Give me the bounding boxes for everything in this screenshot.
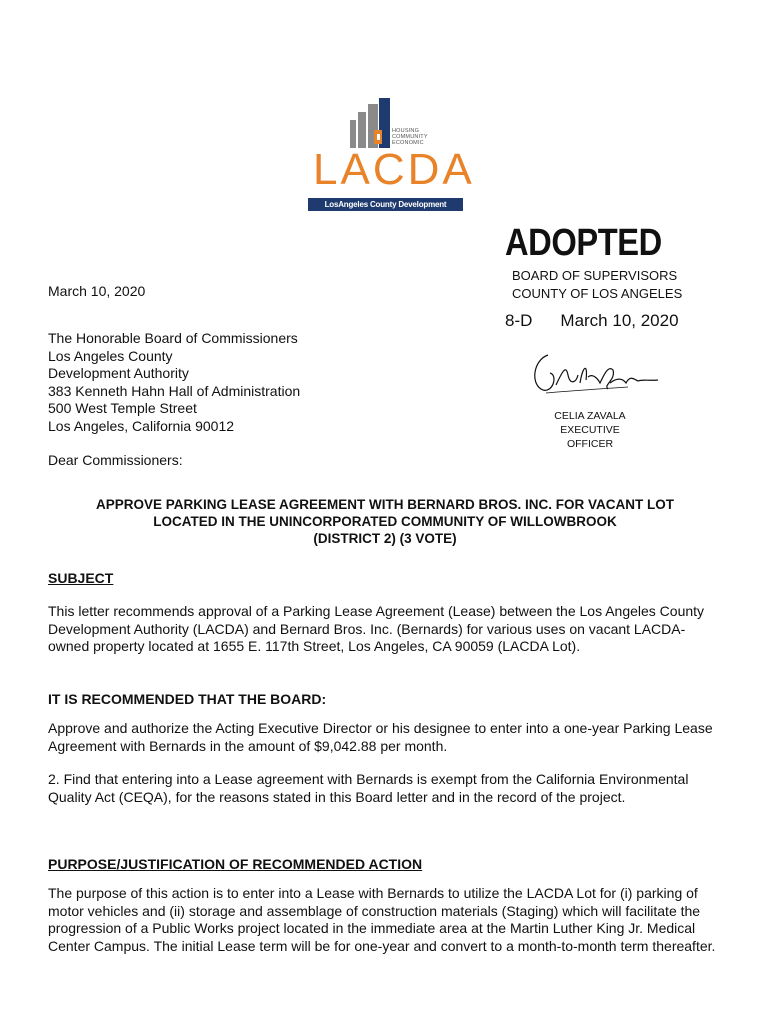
logo-banner: LosAngeles County Development Authority <box>308 198 463 211</box>
item-number: 8-D <box>505 311 533 330</box>
recipient-address: The Honorable Board of Commissioners Los Angeles County Development Authority 383 Kenneth Hahn Hall of Administration 500 West Temple Street Los Angeles, California 90012 <box>48 330 301 434</box>
letter-date: March 10, 2020 <box>48 283 146 299</box>
signature <box>528 345 663 400</box>
board-block: BOARD OF SUPERVISORS COUNTY OF LOS ANGELES <box>512 268 683 301</box>
lacda-logo <box>300 90 475 222</box>
purpose-paragraph: The purpose of this action is to enter into a Lease with Bernards to utilize the LACDA Lot for (i) parking of motor vehicles and (ii) storage and assemblage of construction materials (Staging) which will facilitate the progression of a Public Works project located in the immediate area at the Martin Luther King Jr. Medical Center Campus. The initial Lease term will be for one-year and convert to a month-to-month term thereafter. <box>48 885 716 954</box>
subject-paragraph: This letter recommends approval of a Parking Lease Agreement (Lease) between the Los Angeles County Development Authority (LACDA) and Bernard Bros. Inc. (Bernards) for various uses on vacant LACDA-owned property located at 1655 E. 117th Street, Los Angeles, CA 90059 (LACDA Lot). <box>48 603 705 654</box>
purpose-heading: PURPOSE/JUSTIFICATION OF RECOMMENDED ACTION <box>48 856 423 872</box>
adopted-date: March 10, 2020 <box>560 311 679 330</box>
recommend-item-1: Approve and authorize the Acting Executive Director or his designee to enter into a one-year Parking Lease Agreement with Bernards in the amount of $9,042.88 per month. <box>48 720 713 754</box>
salutation: Dear Commissioners: <box>48 452 183 468</box>
adopted-stamp: ADOPTED <box>505 222 662 264</box>
recommend-heading: IT IS RECOMMENDED THAT THE BOARD: <box>48 691 327 707</box>
agenda-item <box>505 311 707 331</box>
recommend-item-2: 2. Find that entering into a Lease agreement with Bernards is exempt from the California Environmental Quality Act (CEQA), for the reasons stated in this Board letter and in the record of the project. <box>48 771 689 805</box>
logo-tagline: HOUSING COMMUNITY ECONOMIC <box>392 128 428 146</box>
signer-block: CELIA ZAVALA EXECUTIVE OFFICER <box>554 410 626 450</box>
logo-wordmark: LACDA <box>313 145 475 194</box>
letter-title: APPROVE PARKING LEASE AGREEMENT WITH BERNARD BROS. INC. FOR VACANT LOT LOCATED IN THE UNINCORPORATED COMMUNITY OF WILLOWBROOK (DISTRICT 2) (3 VOTE) <box>95 497 674 546</box>
subject-heading: SUBJECT <box>48 570 114 586</box>
